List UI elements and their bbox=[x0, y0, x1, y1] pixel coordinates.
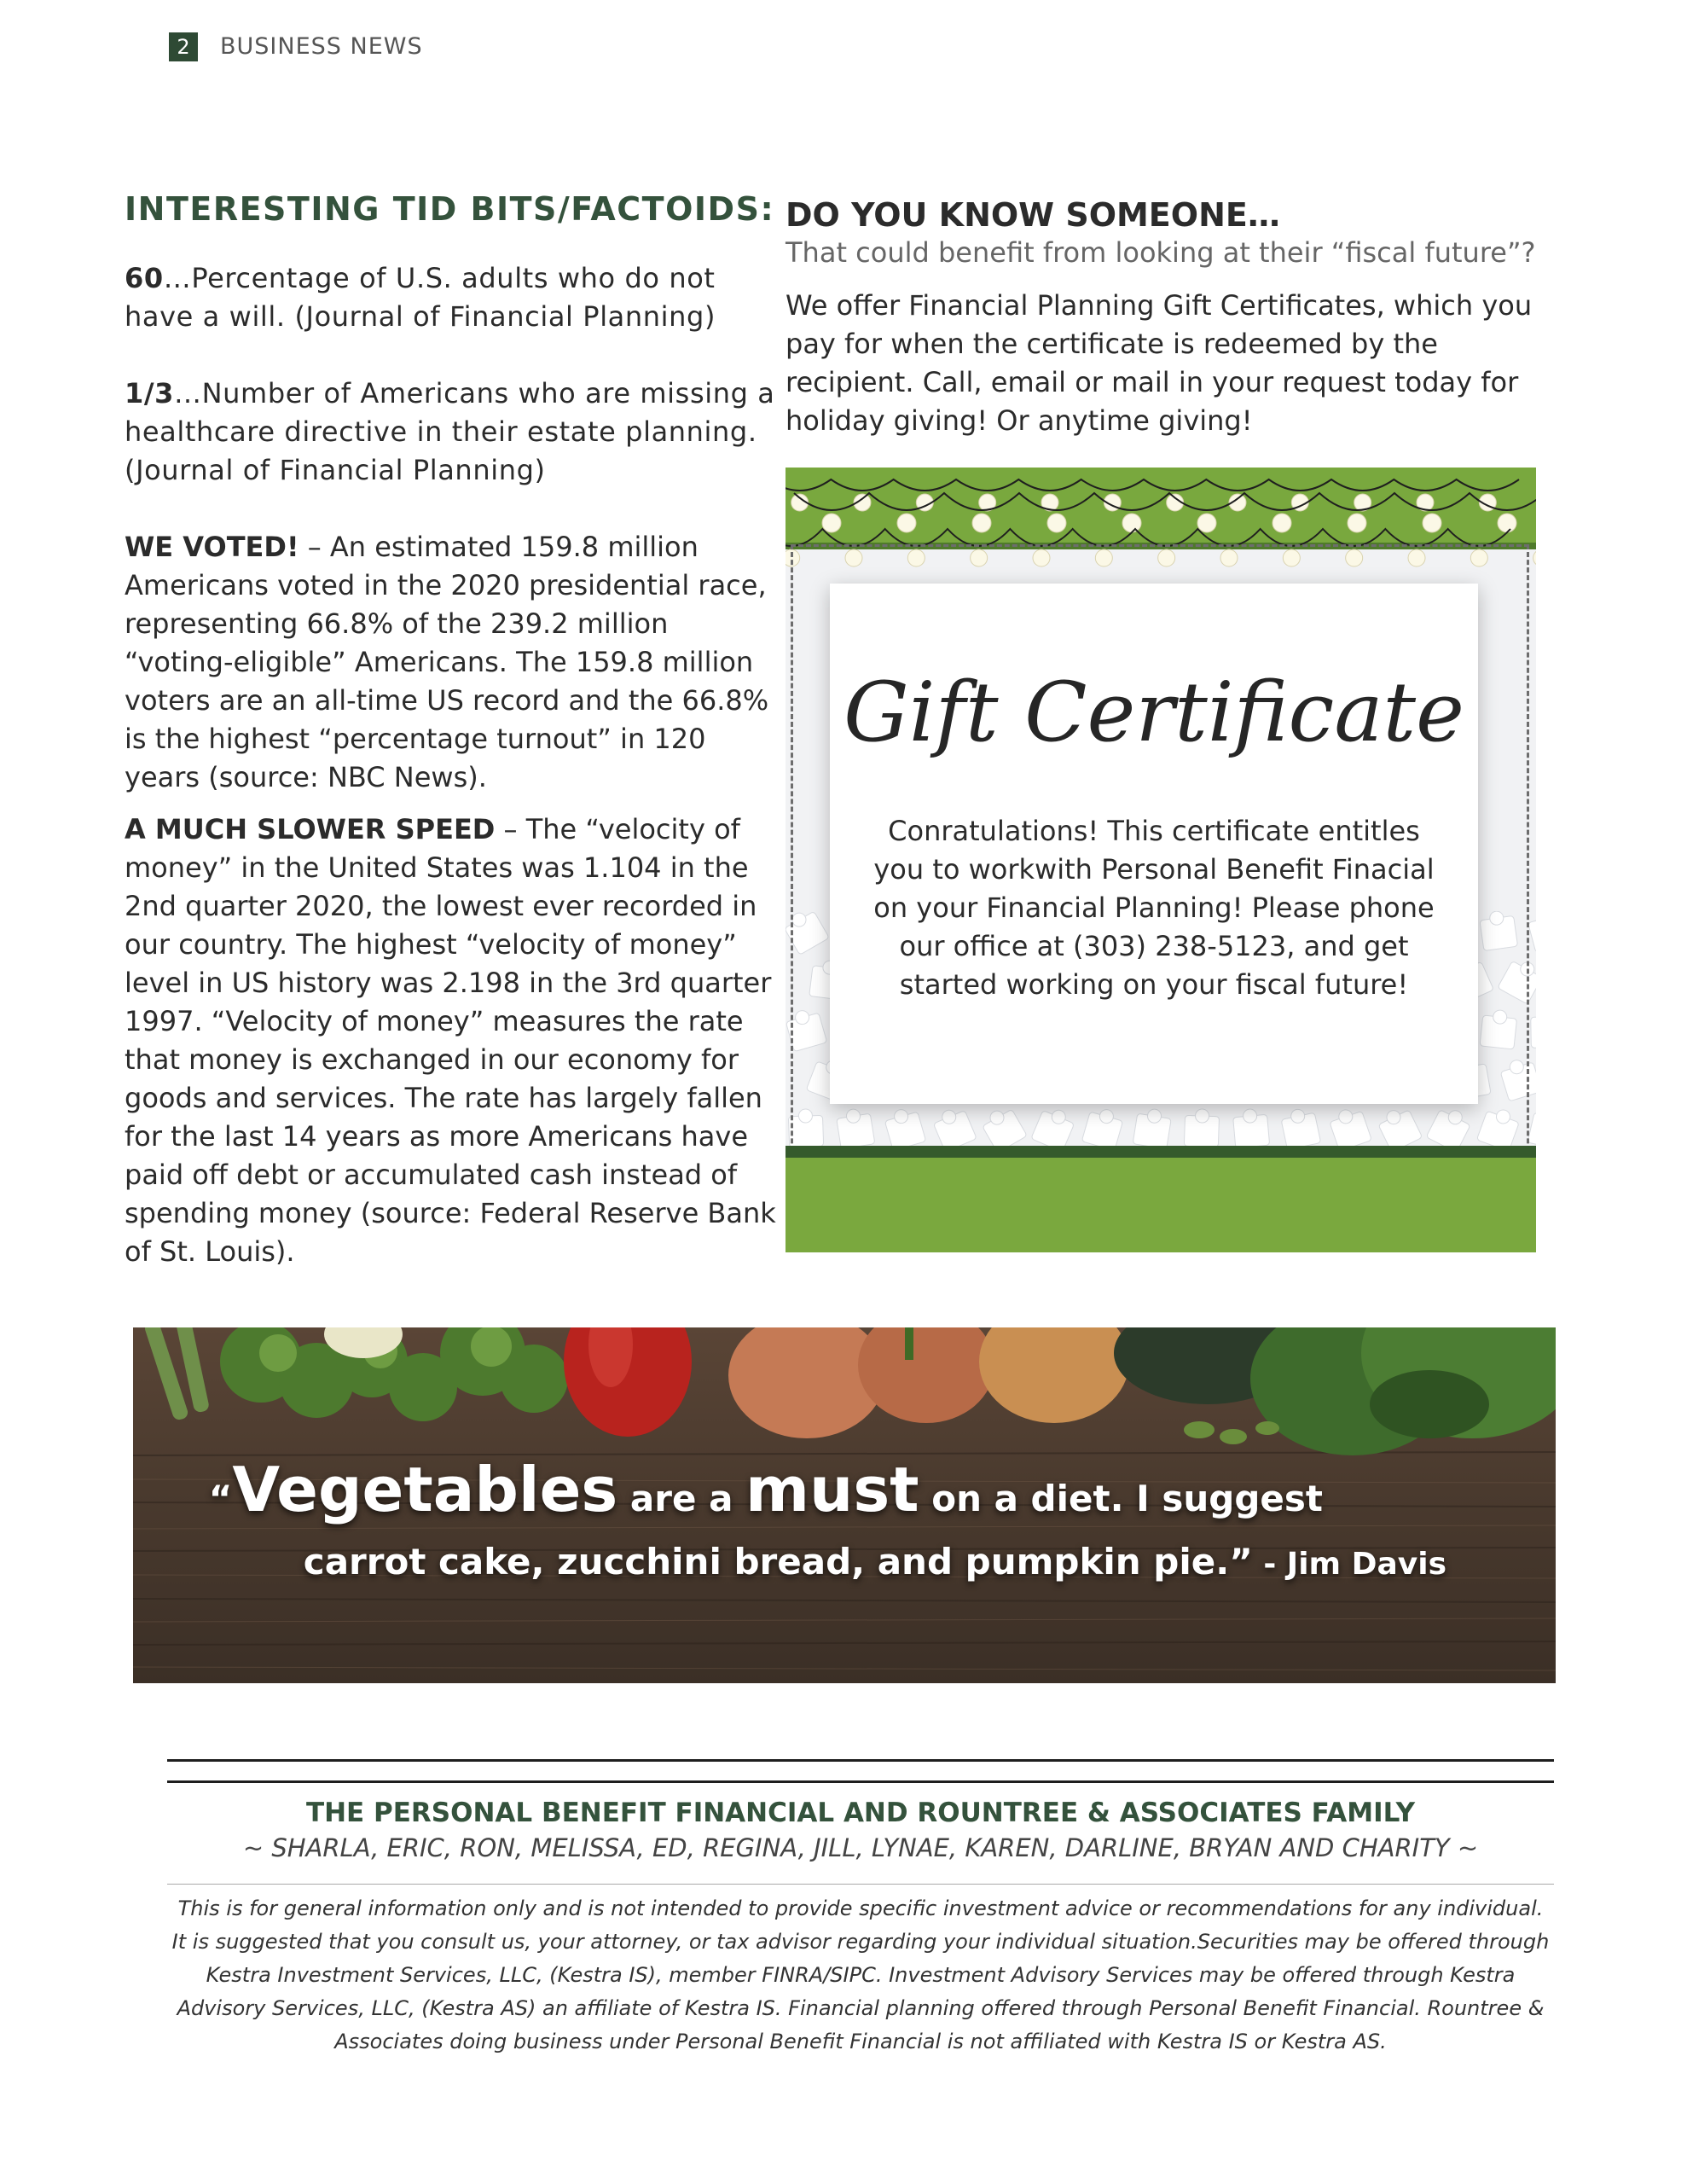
factoids-heading: INTERESTING TID BITS/FACTOIDS: bbox=[125, 190, 775, 228]
gift-certificate-image bbox=[786, 468, 1536, 1252]
footer-rule-bottom bbox=[167, 1780, 1554, 1783]
fact-healthcare bbox=[125, 375, 781, 490]
quote-line-2 bbox=[133, 1541, 1446, 1583]
fact-lead: A MUCH SLOWER SPEED bbox=[125, 813, 496, 845]
footer-divider bbox=[167, 1884, 1554, 1885]
referral-column bbox=[786, 195, 1536, 440]
fact-velocity bbox=[125, 810, 781, 1271]
fact-text: – The “velocity of money” in the United States was 1.104 in the 2nd quarter 2020, the lowest ever recorded in our country. The highest “velocity of money” level in US history was 2.198 in the 3rd quarter 1997. “Velocity of money” measures the rate that money is exchanged in our economy for goods and services. The rate has largely fallen for the last 14 years as more Americans have paid off debt or accumulated cash instead of spending money (source: Federal Reserve Bank of St. Louis). bbox=[125, 813, 776, 1268]
fact-lead: 60 bbox=[125, 262, 164, 294]
fact-lead: 1/3 bbox=[125, 377, 175, 410]
quote-author: - Jim Davis bbox=[1252, 1547, 1446, 1582]
fact-text: …Number of Americans who are missing a healthcare directive in their estate planning. (Journal of Financial Planning) bbox=[125, 377, 775, 486]
factoids-column bbox=[125, 189, 781, 1285]
gift-bottom-stripe bbox=[786, 1146, 1536, 1158]
quote-open-mark: “ bbox=[208, 1478, 233, 1519]
quote-banner bbox=[133, 1327, 1556, 1683]
referral-subheading: That could benefit from looking at their “fiscal future”? bbox=[786, 236, 1536, 269]
page-number: 2 bbox=[169, 32, 198, 61]
quote-text-3: carrot cake, zucchini bread, and pumpkin pie.” bbox=[303, 1541, 1253, 1583]
fact-lead: WE VOTED! bbox=[125, 531, 299, 563]
quote-word-vegetables: Vegetables bbox=[232, 1454, 618, 1525]
disclaimer-text: This is for general information only and is not intended to provide specific investment advice or recommendations for any individual. It is suggested that you consult us, your attorney, or tax advisor regarding your individual situation.Securities may be offered through Kestra Investment Services, LLC, (Kestra IS), member FINRA/SIPC. Investment Advisory Services may be offered through Kestra Advisory Services, LLC, (Kestra AS) an affiliate of Kestra IS. Financial planning offered through Personal Benefit Financial. Rountree & Associates doing business under Personal Benefit Financial is not affiliated with Kestra IS or Kestra AS. bbox=[171, 1896, 1550, 2053]
fact-voted bbox=[125, 528, 781, 797]
referral-body: We offer Financial Planning Gift Certificates, which you pay for when the certificate is redeemed by the recipient. Call, email or mail in your request today for holiday giving! Or anytime giving! bbox=[786, 289, 1533, 437]
quote-line-1 bbox=[133, 1454, 1323, 1525]
footer-family-title: THE PERSONAL BENEFIT FINANCIAL AND ROUNTREE & ASSOCIATES FAMILY bbox=[305, 1798, 1416, 1828]
quote-word-must: must bbox=[745, 1454, 919, 1525]
gift-certificate-card bbox=[830, 584, 1478, 1104]
footer-team-names: ~ SHARLA, ERIC, RON, MELISSA, ED, REGINA, JILL, LYNAE, KAREN, DARLINE, BRYAN AND CHARITY ~ bbox=[242, 1833, 1479, 1862]
quote-text-2: on a diet. I suggest bbox=[919, 1478, 1323, 1519]
fact-text: …Percentage of U.S. adults who do not have a will. (Journal of Financial Planning) bbox=[125, 262, 716, 333]
fact-text: – An estimated 159.8 million Americans voted in the 2020 presidential race, representing 66.8% of the 239.2 million “voting-eligible” Americans. The 159.8 million voters are an all-time US record and the 66.8% is the highest “percentage turnout” in 120 years (source: NBC News). bbox=[125, 531, 769, 793]
quote-text-1: are a bbox=[617, 1478, 746, 1519]
footer-rule-top bbox=[167, 1759, 1554, 1762]
gift-bottom-band bbox=[786, 1158, 1536, 1252]
gift-certificate-title: Gift Certificate bbox=[844, 665, 1464, 760]
gift-certificate-text: Conratulations! This certificate entitles you to workwith Personal Benefit Finacial on your Financial Planning! Please phone our office at (303) 238-5123, and get started working on your fiscal future! bbox=[873, 815, 1435, 1001]
fact-will bbox=[125, 259, 781, 336]
referral-heading: DO YOU KNOW SOMEONE… bbox=[786, 196, 1280, 234]
section-title: BUSINESS NEWS bbox=[220, 33, 423, 60]
